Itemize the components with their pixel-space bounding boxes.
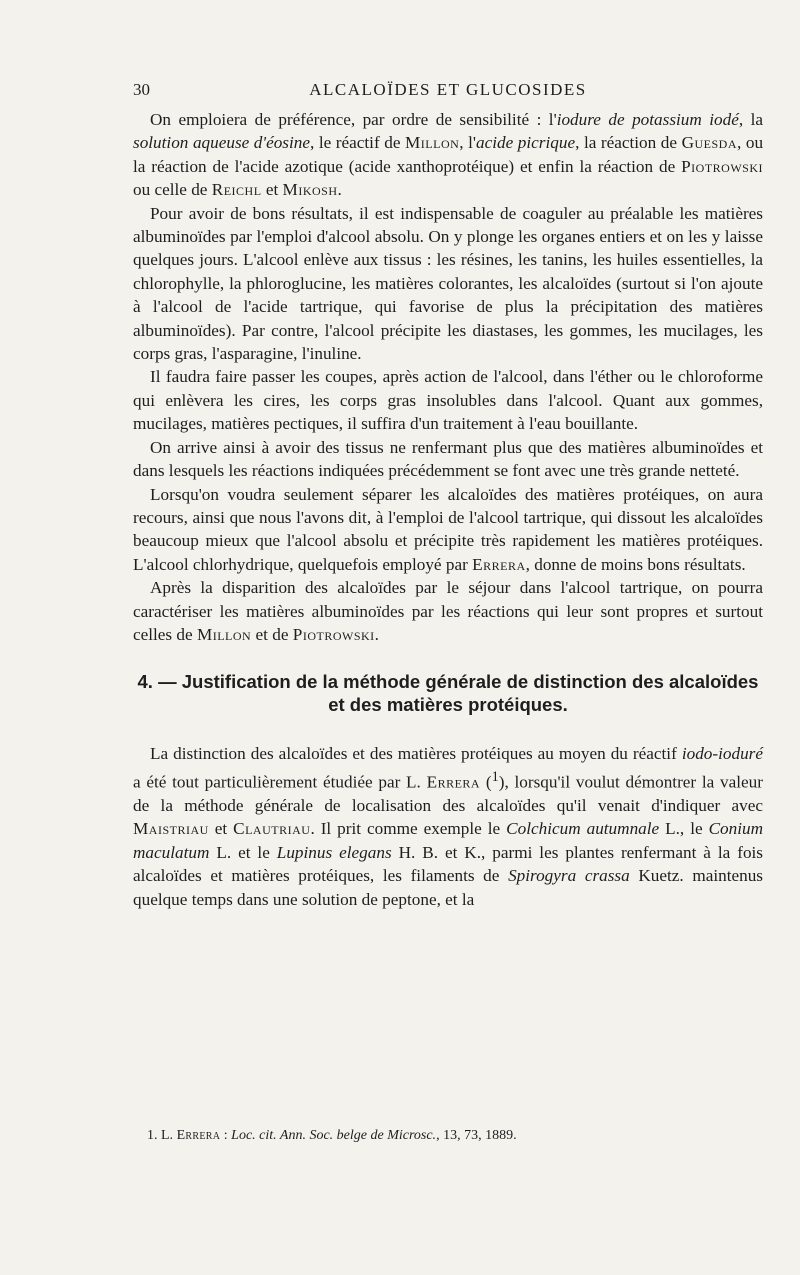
page-number: 30 — [133, 80, 150, 99]
footnote-ref: 1 — [491, 768, 499, 785]
section-heading-line-1: 4. — Justification de la méthode générale de distinction des alcaloïdes — [137, 671, 759, 693]
running-head — [133, 80, 763, 104]
paragraph-errera-study: La distinction des alcaloïdes et des matières protéiques au moyen du réactif iodo-ioduré a été tout particulièrement étudiée par L. Errera ($^1$), lorsqu'il voulut démontrer la valeur de la méthode générale de localisation des alcaloïdes qu'il venait d'indiquer avec Maistriau et Clautriau. Il prit comme exemple le Colchicum autumnale L., le Conium maculatum L. et le Lupinus elegans H. B. et K., parmi les plantes renfermant à la fois alcaloïdes et matières protéiques, les filaments de Spirogyra crassa Kuetz. maintenus quelque temps dans une solution de peptone, et la — [133, 744, 764, 909]
section-heading — [133, 670, 763, 716]
running-title: ALCALOÏDES ET GLUCOSIDES — [309, 80, 587, 99]
paragraph-tissues: On arrive ainsi à avoir des tissus ne renfermant plus que des matières albuminoïdes et dans lesquels les réactions indiquées précédemment se font avec une très grande netteté. — [133, 437, 763, 481]
section-heading-line-2: et des matières protéiques. — [328, 694, 568, 716]
body-text — [133, 108, 763, 911]
paragraph-coagulation: Pour avoir de bons résultats, il est indispensable de coaguler au préalable les matières albuminoïdes par l'emploi d'alcool absolu. On y plonge les organes entiers et on les y laisse quelques jours. L'alcool enlève aux tissus : les résines, les tanins, les huiles essentielles, la chlorophylle, la phloroglucine, les matières colorantes, les alcaloïdes (surtout si l'on ajoute à l'alcool de l'acide tartrique, qui favorise de plus la précipitation des matières albuminoïdes). Par contre, l'alcool précipite les diastases, les gommes, les mucilages, les corps gras, l'asparagine, l'inuline. — [133, 203, 763, 364]
footnote: 1. L. Errera : Loc. cit. Ann. Soc. belge de Microsc., 13, 73, 1889. — [147, 1128, 517, 1143]
paragraph-reagents: On emploiera de préférence, par ordre de sensibilité : l'iodure de potassium iodé, la solution aqueuse d'éosine, le réactif de Millon, l'acide picrique, la réaction de Guesda, ou la réaction de l'acide azotique (acide xanthoprotéique) et enfin la réaction de Piotrowski ou celle de Reichl et Mikosh. — [133, 110, 764, 200]
paragraph-albuminoid-reactions: Après la disparition des alcaloïdes par le séjour dans l'alcool tartrique, on pourra caractériser les matières albuminoïdes par les réactions qui leur sont propres et surtout celles de Millon et de Piotrowski. — [133, 578, 763, 644]
paragraph-tartaric-alcohol: Lorsqu'on voudra seulement séparer les alcaloïdes des matières protéiques, on aura recours, ainsi que nous l'avons dit, à l'emploi de l'alcool tartrique, qui dissout les alcaloïdes beaucoup mieux que l'alcool absolu et précipite très rapidement les matières protéiques. L'alcool chlorhydrique, quelquefois employé par Errera, donne de moins bons résultats. — [133, 484, 763, 574]
paragraph-ether: Il faudra faire passer les coupes, après action de l'alcool, dans l'éther ou le chloroforme qui enlèvera les cires, les corps gras insolubles dans l'alcool. Quant aux gommes, mucilages, matières pectiques, il suffira d'un traitement à l'eau bouillante. — [133, 367, 763, 434]
